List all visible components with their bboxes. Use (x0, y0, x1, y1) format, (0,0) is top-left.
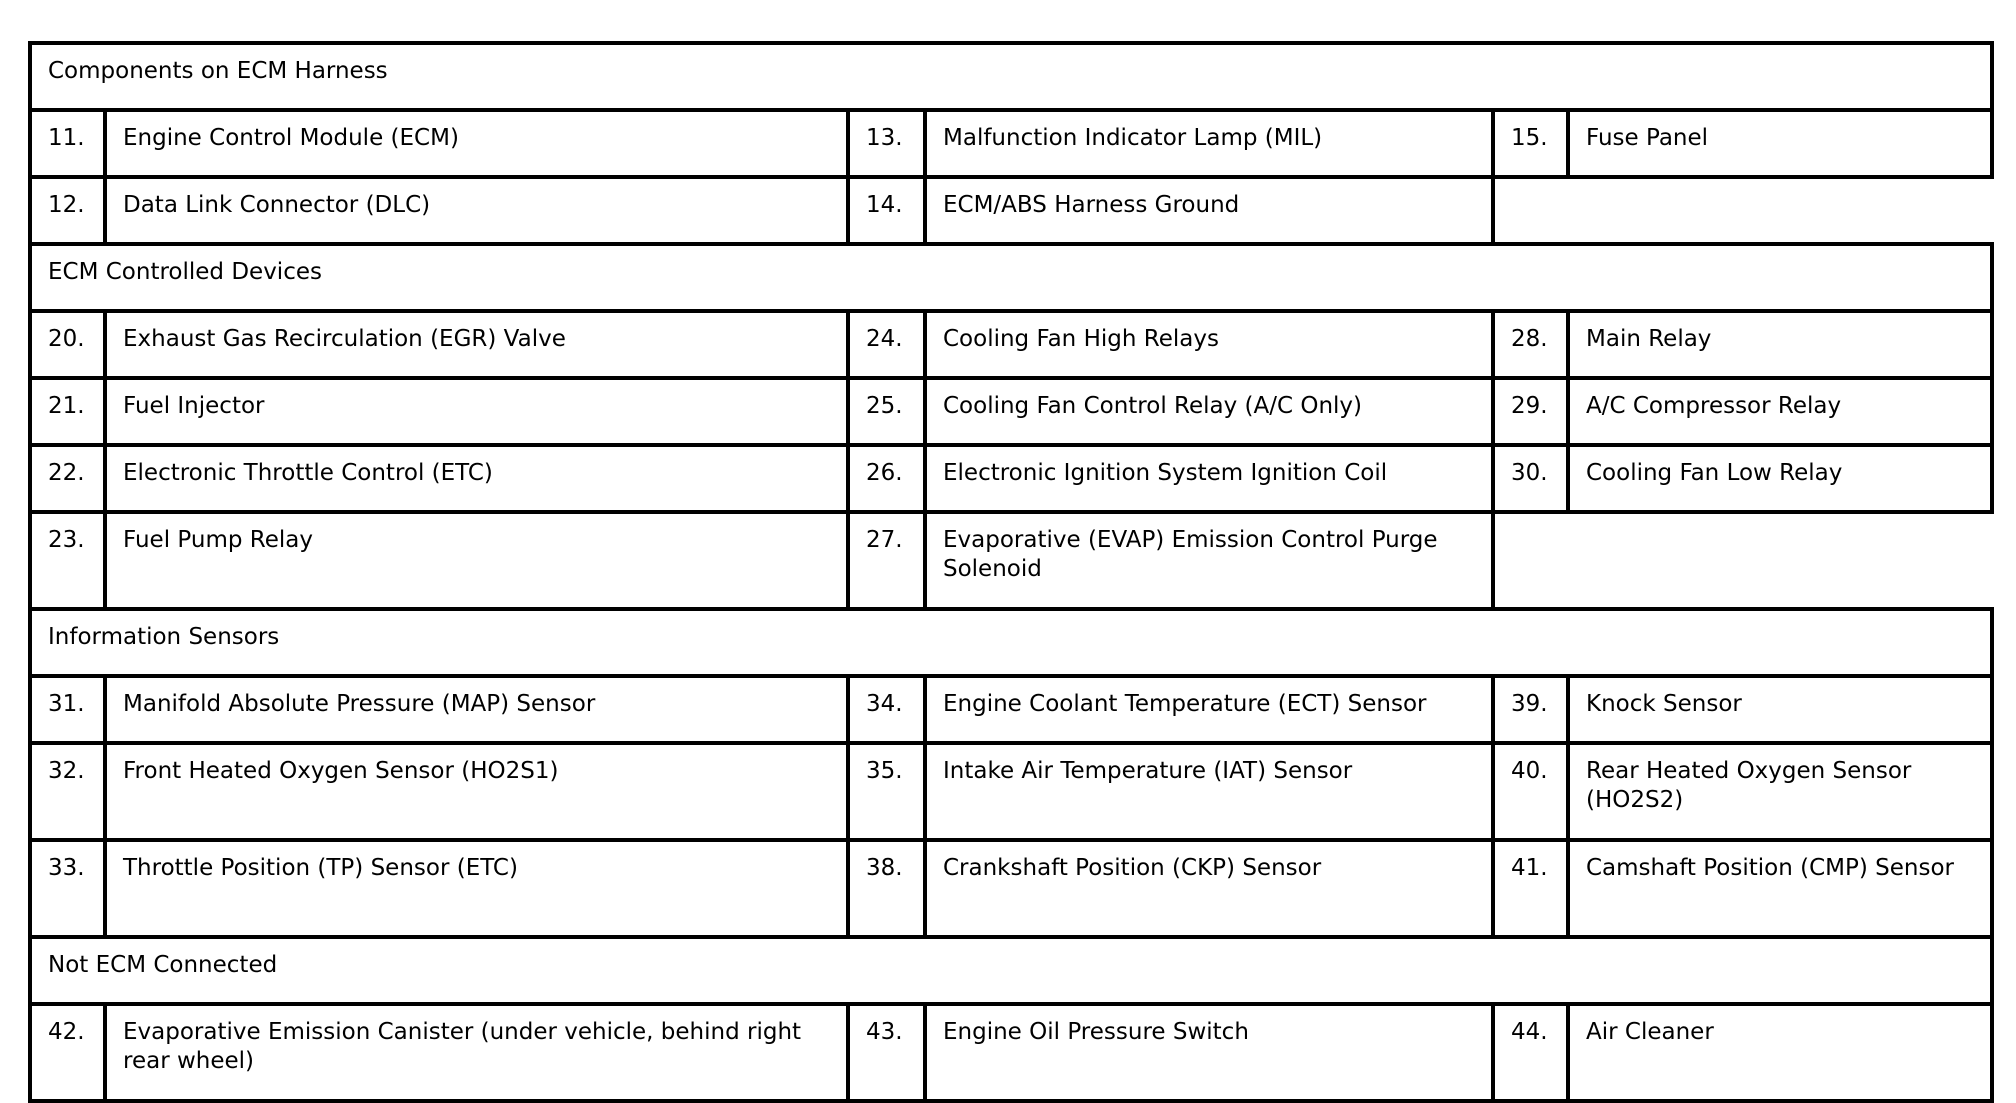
item-number: 43. (848, 1004, 925, 1101)
item-number: 44. (1493, 1004, 1568, 1101)
table-row (30, 512, 1992, 609)
item-number: 39. (1493, 676, 1568, 743)
section-title: Information Sensors (30, 609, 1992, 676)
table-row (30, 840, 1992, 937)
item-label: Fuel Pump Relay (105, 512, 848, 609)
section-header-row (30, 43, 1992, 110)
item-label: ECM/ABS Harness Ground (925, 177, 1493, 244)
item-label: Evaporative Emission Canister (under vehicle, behind right rear wheel) (105, 1004, 848, 1101)
item-number: 31. (30, 676, 105, 743)
section-header-row (30, 244, 1992, 311)
item-number: 24. (848, 311, 925, 378)
table-row (30, 445, 1992, 512)
item-label: Knock Sensor (1568, 676, 1992, 743)
item-number: 22. (30, 445, 105, 512)
empty-cell (1568, 177, 1992, 244)
item-number: 30. (1493, 445, 1568, 512)
item-label: Malfunction Indicator Lamp (MIL) (925, 110, 1493, 177)
table-row (30, 1004, 1992, 1101)
empty-cell (1493, 512, 1568, 609)
table-row (30, 177, 1992, 244)
item-label: Fuse Panel (1568, 110, 1992, 177)
empty-cell (1568, 512, 1992, 609)
item-number: 11. (30, 110, 105, 177)
item-number: 35. (848, 743, 925, 840)
item-label: Exhaust Gas Recirculation (EGR) Valve (105, 311, 848, 378)
item-number: 26. (848, 445, 925, 512)
item-number: 41. (1493, 840, 1568, 937)
item-number: 29. (1493, 378, 1568, 445)
section-title: Not ECM Connected (30, 937, 1992, 1004)
item-label: Air Cleaner (1568, 1004, 1992, 1101)
item-label: Engine Oil Pressure Switch (925, 1004, 1493, 1101)
item-label: A/C Compressor Relay (1568, 378, 1992, 445)
item-number: 40. (1493, 743, 1568, 840)
table-row (30, 311, 1992, 378)
item-label: Fuel Injector (105, 378, 848, 445)
item-number: 23. (30, 512, 105, 609)
item-number: 28. (1493, 311, 1568, 378)
component-legend-table (28, 41, 1994, 1103)
table-row (30, 743, 1992, 840)
item-number: 14. (848, 177, 925, 244)
item-label: Evaporative (EVAP) Emission Control Purge Solenoid (925, 512, 1493, 609)
item-number: 21. (30, 378, 105, 445)
empty-cell (1493, 177, 1568, 244)
item-label: Intake Air Temperature (IAT) Sensor (925, 743, 1493, 840)
item-number: 42. (30, 1004, 105, 1101)
item-label: Electronic Ignition System Ignition Coil (925, 445, 1493, 512)
item-label: Crankshaft Position (CKP) Sensor (925, 840, 1493, 937)
section-header-row (30, 937, 1992, 1004)
item-number: 34. (848, 676, 925, 743)
item-label: Main Relay (1568, 311, 1992, 378)
section-title: Components on ECM Harness (30, 43, 1992, 110)
item-number: 33. (30, 840, 105, 937)
item-number: 25. (848, 378, 925, 445)
item-number: 20. (30, 311, 105, 378)
item-label: Electronic Throttle Control (ETC) (105, 445, 848, 512)
item-number: 27. (848, 512, 925, 609)
item-number: 15. (1493, 110, 1568, 177)
item-label: Cooling Fan Low Relay (1568, 445, 1992, 512)
section-title: ECM Controlled Devices (30, 244, 1992, 311)
item-number: 12. (30, 177, 105, 244)
item-number: 38. (848, 840, 925, 937)
table-row (30, 676, 1992, 743)
item-label: Data Link Connector (DLC) (105, 177, 848, 244)
item-label: Cooling Fan Control Relay (A/C Only) (925, 378, 1493, 445)
item-label: Engine Control Module (ECM) (105, 110, 848, 177)
item-label: Front Heated Oxygen Sensor (HO2S1) (105, 743, 848, 840)
item-label: Manifold Absolute Pressure (MAP) Sensor (105, 676, 848, 743)
item-label: Engine Coolant Temperature (ECT) Sensor (925, 676, 1493, 743)
item-label: Camshaft Position (CMP) Sensor (1568, 840, 1992, 937)
table-row (30, 378, 1992, 445)
table-row (30, 110, 1992, 177)
item-label: Cooling Fan High Relays (925, 311, 1493, 378)
item-number: 32. (30, 743, 105, 840)
item-label: Throttle Position (TP) Sensor (ETC) (105, 840, 848, 937)
section-header-row (30, 609, 1992, 676)
item-number: 13. (848, 110, 925, 177)
item-label: Rear Heated Oxygen Sensor (HO2S2) (1568, 743, 1992, 840)
